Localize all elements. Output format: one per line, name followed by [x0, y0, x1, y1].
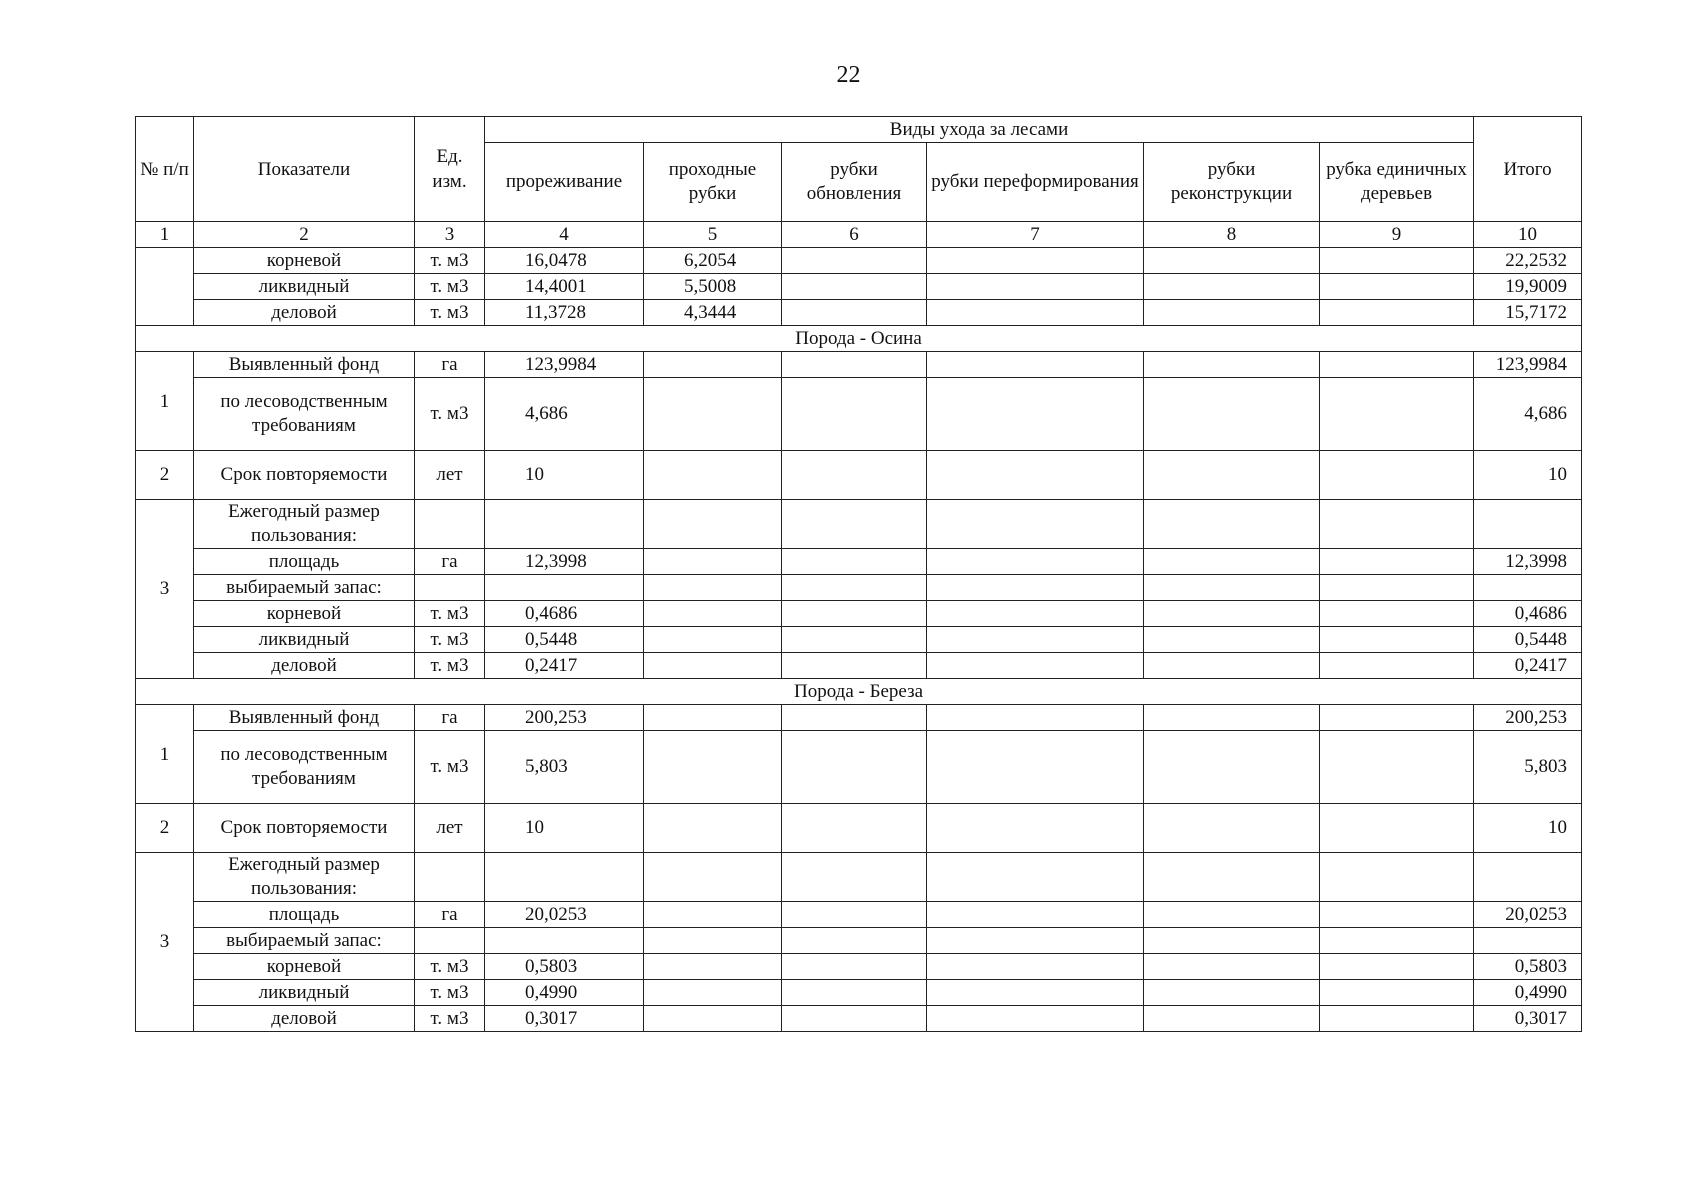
cell-thinning: 4,686	[485, 378, 644, 451]
table-row	[136, 248, 1582, 274]
table-row	[136, 853, 1582, 902]
row-unit: т. м3	[415, 1006, 485, 1032]
table-row	[136, 575, 1582, 601]
cell-total: 19,9009	[1474, 274, 1582, 300]
header-group-title: Виды ухода за лесами	[485, 117, 1474, 143]
cell-total: 10	[1474, 451, 1582, 500]
cell-total: 0,5803	[1474, 954, 1582, 980]
cell-thinning: 0,3017	[485, 1006, 644, 1032]
row-num: 1	[136, 705, 194, 804]
column-number: 4	[485, 222, 644, 248]
row-label: корневой	[194, 248, 415, 274]
cell-thinning: 0,4990	[485, 980, 644, 1006]
header-num: № п/п	[136, 117, 194, 222]
row-label: ликвидный	[194, 627, 415, 653]
cell-thinning: 10	[485, 451, 644, 500]
header-total: Итого	[1474, 117, 1582, 222]
column-number: 9	[1320, 222, 1474, 248]
row-unit: лет	[415, 451, 485, 500]
cell-thinning: 14,4001	[485, 274, 644, 300]
section-title: Порода - Береза	[136, 679, 1582, 705]
cell-thinning: 11,3728	[485, 300, 644, 326]
cell-thinning: 200,253	[485, 705, 644, 731]
table-row	[136, 451, 1582, 500]
column-number: 2	[194, 222, 415, 248]
row-label: деловой	[194, 300, 415, 326]
cell-total: 20,0253	[1474, 902, 1582, 928]
cell-total: 0,3017	[1474, 1006, 1582, 1032]
section-row	[136, 326, 1582, 352]
row-label: корневой	[194, 601, 415, 627]
cell-total: 200,253	[1474, 705, 1582, 731]
cell-total: 0,5448	[1474, 627, 1582, 653]
row-unit: лет	[415, 804, 485, 853]
row-label: деловой	[194, 1006, 415, 1032]
cell-thinning: 0,4686	[485, 601, 644, 627]
row-unit: т. м3	[415, 653, 485, 679]
header-sub-column: рубки переформирования	[927, 143, 1144, 222]
table-row	[136, 627, 1582, 653]
page-number: 22	[836, 62, 861, 88]
table-row	[136, 1006, 1582, 1032]
cell-thinning: 12,3998	[485, 549, 644, 575]
cell-thinning: 10	[485, 804, 644, 853]
cell-thinning: 0,2417	[485, 653, 644, 679]
column-number: 7	[927, 222, 1144, 248]
row-label: ликвидный	[194, 274, 415, 300]
table-row	[136, 274, 1582, 300]
header-indicator: Показатели	[194, 117, 415, 222]
cell-passage-cut: 4,3444	[644, 300, 782, 326]
table-row	[136, 731, 1582, 804]
table-row	[136, 601, 1582, 627]
cell-passage-cut: 6,2054	[644, 248, 782, 274]
cell-total: 15,7172	[1474, 300, 1582, 326]
cell-total: 0,4686	[1474, 601, 1582, 627]
header-sub-column: рубка единичных деревьев	[1320, 143, 1474, 222]
row-unit: т. м3	[415, 731, 485, 804]
table-row	[136, 300, 1582, 326]
table-row	[136, 549, 1582, 575]
row-label: Выявленный фонд	[194, 352, 415, 378]
row-label: площадь	[194, 902, 415, 928]
row-unit: т. м3	[415, 980, 485, 1006]
row-label: площадь	[194, 549, 415, 575]
cell-total: 0,2417	[1474, 653, 1582, 679]
row-unit: т. м3	[415, 601, 485, 627]
row-label: по лесоводственным требованиям	[194, 731, 415, 804]
section-row	[136, 679, 1582, 705]
row-label: ликвидный	[194, 980, 415, 1006]
cell-thinning: 0,5803	[485, 954, 644, 980]
row-label: по лесоводственным требованиям	[194, 378, 415, 451]
row-unit: т. м3	[415, 300, 485, 326]
section-title: Порода - Осина	[136, 326, 1582, 352]
row-unit: т. м3	[415, 627, 485, 653]
row-unit: т. м3	[415, 248, 485, 274]
table-row	[136, 653, 1582, 679]
row-label: корневой	[194, 954, 415, 980]
header-sub-column: проходные рубки	[644, 143, 782, 222]
cell-thinning: 0,5448	[485, 627, 644, 653]
cell-total: 4,686	[1474, 378, 1582, 451]
cell-thinning: 16,0478	[485, 248, 644, 274]
row-label: выбираемый запас:	[194, 928, 415, 954]
row-label: Срок повторяемости	[194, 451, 415, 500]
header-row	[136, 117, 1582, 143]
column-number: 6	[782, 222, 927, 248]
header-sub-column: рубки реконструкции	[1144, 143, 1320, 222]
table-row	[136, 954, 1582, 980]
cell-thinning: 123,9984	[485, 352, 644, 378]
header-unit: Ед. изм.	[415, 117, 485, 222]
table-row	[136, 500, 1582, 549]
column-number: 8	[1144, 222, 1320, 248]
forest-care-table	[135, 116, 1582, 1032]
row-unit: га	[415, 902, 485, 928]
cell-passage-cut: 5,5008	[644, 274, 782, 300]
cell-total: 10	[1474, 804, 1582, 853]
column-number-row	[136, 222, 1582, 248]
row-label: выбираемый запас:	[194, 575, 415, 601]
row-unit: га	[415, 352, 485, 378]
cell-thinning: 20,0253	[485, 902, 644, 928]
row-num: 2	[136, 451, 194, 500]
row-unit: га	[415, 705, 485, 731]
column-number: 3	[415, 222, 485, 248]
row-num: 3	[136, 853, 194, 1032]
cell-total: 12,3998	[1474, 549, 1582, 575]
cell-thinning: 5,803	[485, 731, 644, 804]
row-num: 2	[136, 804, 194, 853]
table-row	[136, 980, 1582, 1006]
cell-total: 5,803	[1474, 731, 1582, 804]
row-unit: га	[415, 549, 485, 575]
column-number: 1	[136, 222, 194, 248]
row-label: Ежегодный размер пользования:	[194, 853, 415, 902]
cell-total: 22,2532	[1474, 248, 1582, 274]
table-row	[136, 902, 1582, 928]
table-row	[136, 705, 1582, 731]
cell-total: 123,9984	[1474, 352, 1582, 378]
cell-total: 0,4990	[1474, 980, 1582, 1006]
row-num-empty	[136, 248, 194, 326]
row-label: Выявленный фонд	[194, 705, 415, 731]
header-sub-column: рубки обновления	[782, 143, 927, 222]
table-row	[136, 804, 1582, 853]
row-unit: т. м3	[415, 274, 485, 300]
table-row	[136, 378, 1582, 451]
row-num: 1	[136, 352, 194, 451]
table-row	[136, 928, 1582, 954]
row-num: 3	[136, 500, 194, 679]
header-sub-column: прореживание	[485, 143, 644, 222]
row-unit: т. м3	[415, 954, 485, 980]
row-unit: т. м3	[415, 378, 485, 451]
column-number: 5	[644, 222, 782, 248]
row-label: Срок повторяемости	[194, 804, 415, 853]
row-label: Ежегодный размер пользования:	[194, 500, 415, 549]
row-label: деловой	[194, 653, 415, 679]
table-row	[136, 352, 1582, 378]
column-number: 10	[1474, 222, 1582, 248]
